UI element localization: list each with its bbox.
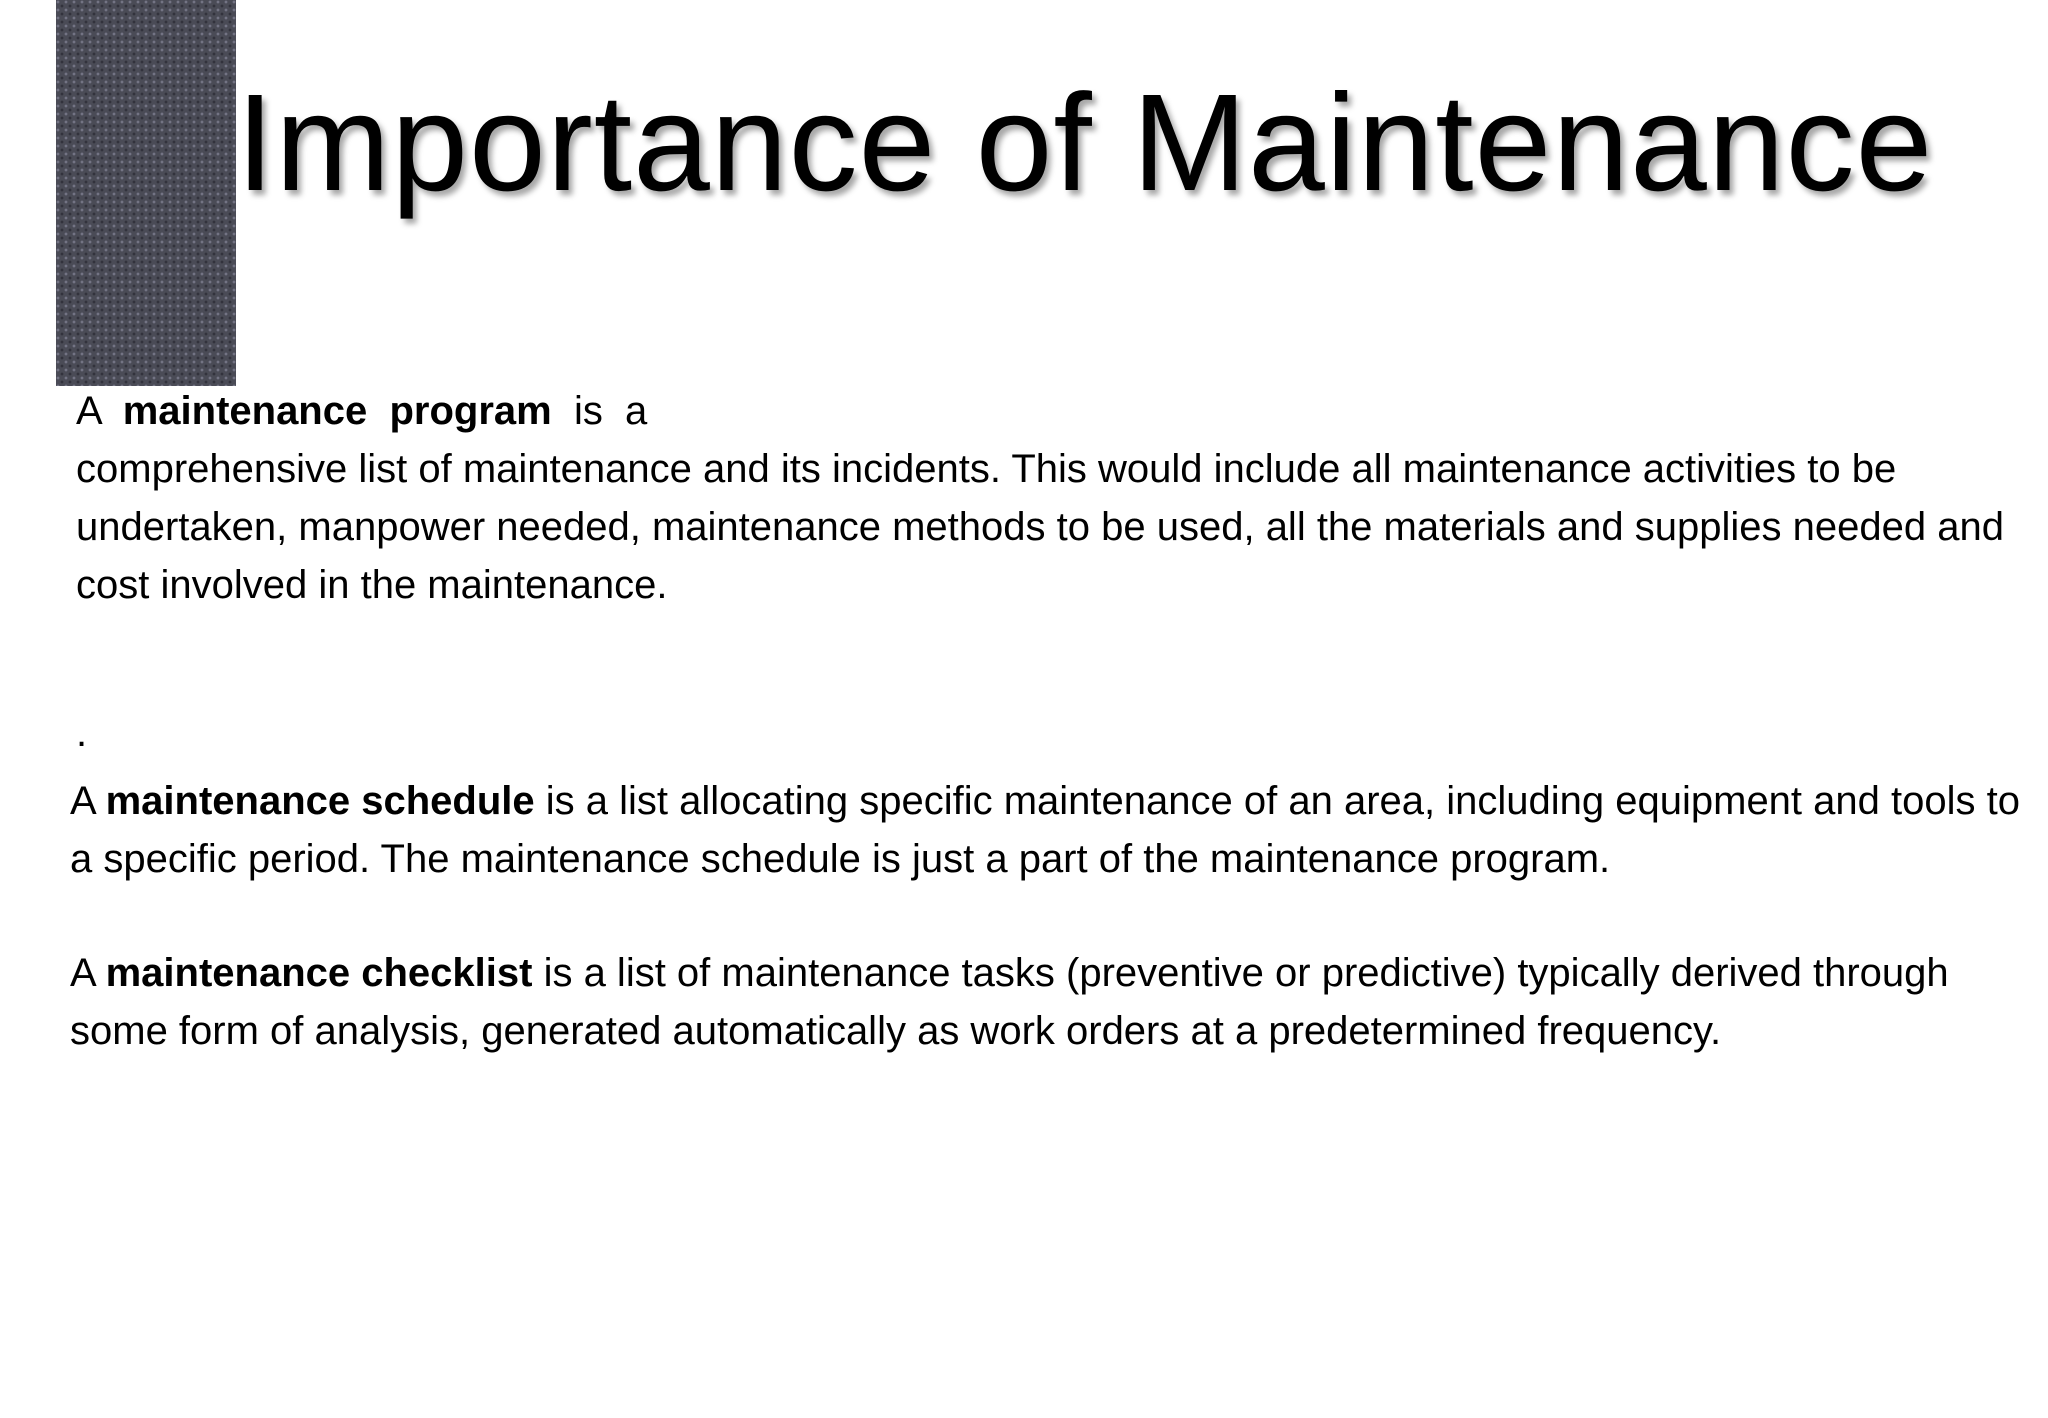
schedule-lead: A xyxy=(70,779,106,823)
program-body: comprehensive list of maintenance and its incidents. This would include all maintenance activities to be undertaken, manpower needed, maintenance methods to be used, all the materials and supplies needed and cost involved in the maintenance. xyxy=(76,447,2004,607)
program-lead-a: A xyxy=(76,389,123,433)
schedule-term: maintenance schedule xyxy=(105,779,535,823)
program-term: maintenance program xyxy=(122,389,552,433)
maintenance-checklist-paragraph xyxy=(70,944,1970,1060)
checklist-lead: A xyxy=(70,951,106,995)
separator-dot: . xyxy=(76,711,88,755)
decorative-sidebar-block xyxy=(56,0,236,386)
maintenance-program-paragraph xyxy=(76,382,2006,614)
slide-title: Importance of Maintenance xyxy=(236,66,1934,220)
program-lead-b: is a xyxy=(551,389,648,433)
checklist-body: is a list of maintenance tasks (preventive or predictive) typically derived through some form of analysis, generated automatically as work orders at a predetermined frequency. xyxy=(70,951,1949,1053)
schedule-body: is a list allocating specific maintenance of an area, including equipment and tools to a specific period. The maintenance schedule is just a part of the maintenance program. xyxy=(70,779,2020,881)
maintenance-schedule-paragraph xyxy=(70,772,2030,888)
checklist-term: maintenance checklist xyxy=(105,951,533,995)
